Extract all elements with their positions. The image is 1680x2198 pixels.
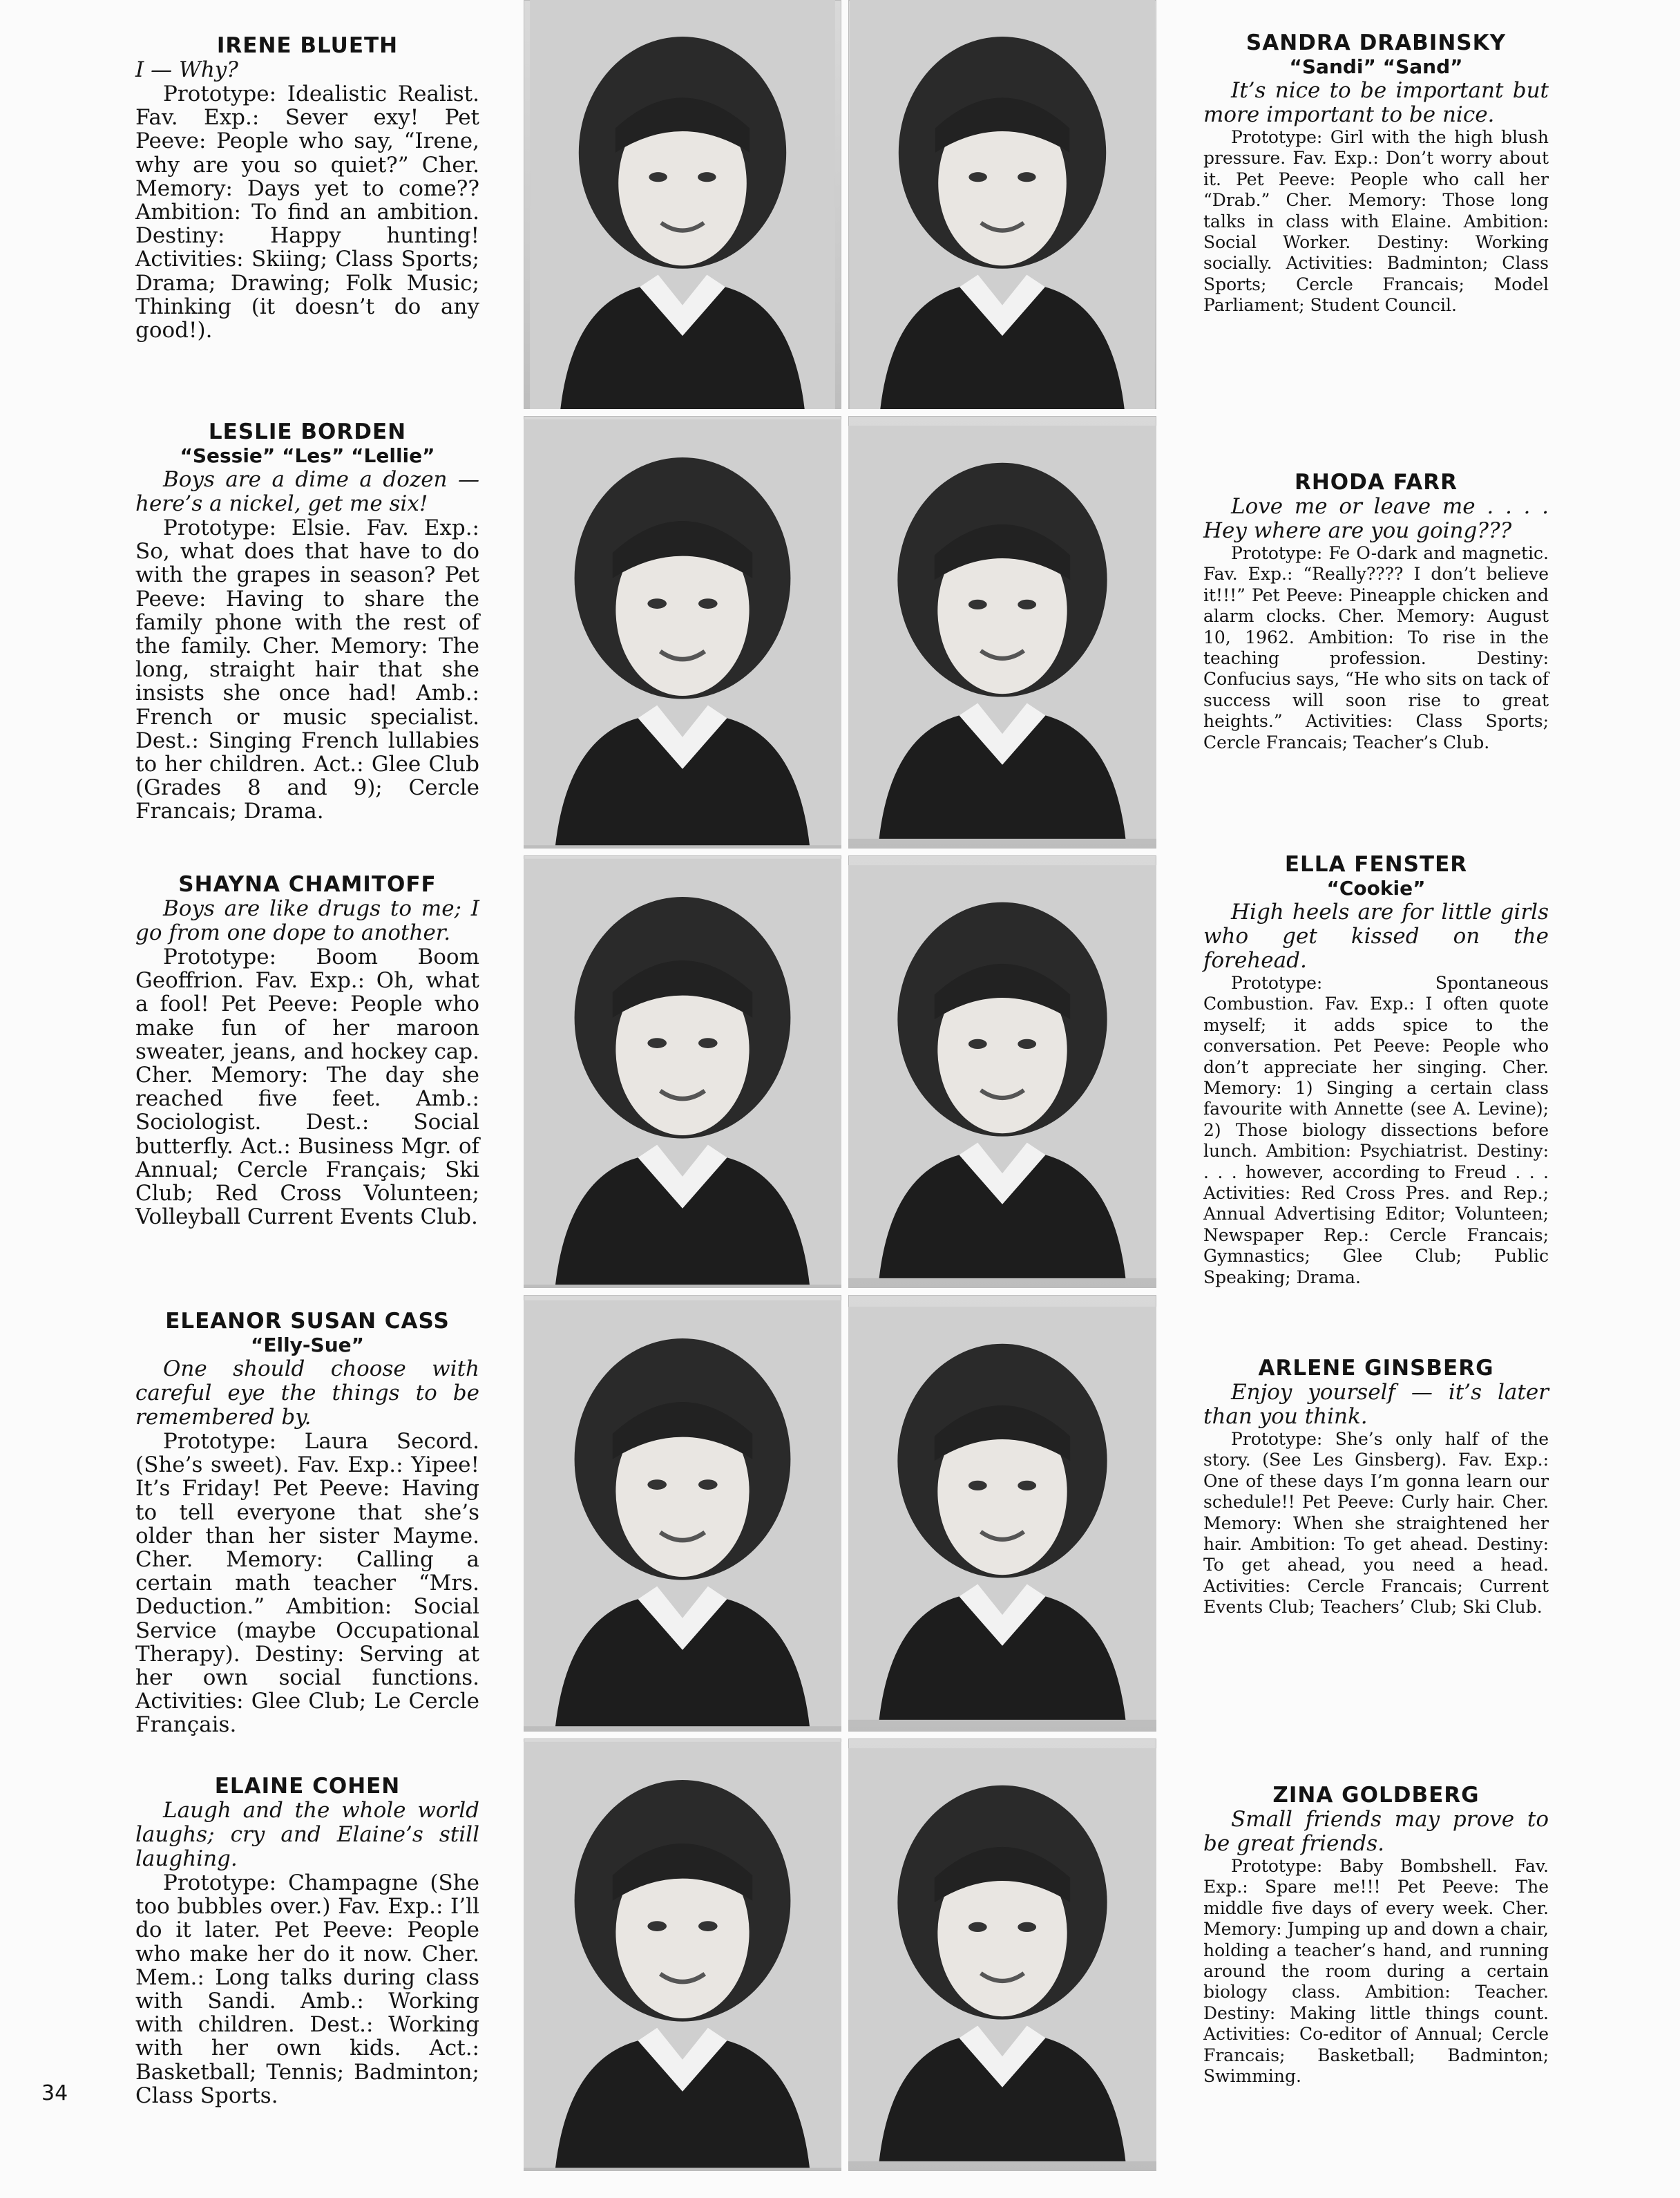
student-name: ELEANOR SUSAN CASS [165, 1309, 450, 1334]
entry-arlene-ginsberg [1203, 1356, 1549, 1618]
student-motto: Boys are a dime a dozen — here’s a nickel, get me six! [135, 467, 479, 516]
portrait-image [848, 1738, 1156, 2171]
student-nickname: “Sessie” “Les” “Lellie” [180, 444, 435, 467]
student-motto: It’s nice to be important but more important to be nice. [1203, 78, 1549, 127]
student-motto: Enjoy yourself — it’s later than you think. [1203, 1380, 1549, 1429]
portrait-image [524, 416, 841, 849]
portrait-image [848, 1295, 1156, 1732]
student-motto: I — Why? [135, 57, 238, 82]
page-number: 34 [41, 2081, 68, 2105]
portrait-image [848, 0, 1156, 409]
student-bio: Prototype: Champagne (She too bubbles over.) Fav. Exp.: I’ll do it later. Pet Peeve: People who make her do it now. Cher. Mem.: Long talks during class with Sandi. Amb.: Working with children. Dest.: Working with her own kids. Act.: Basketball; Tennis; Badminton; Class Sports. [135, 1870, 479, 2108]
student-name: ZINA GOLDBERG [1272, 1783, 1480, 1808]
student-bio: Prototype: Spontaneous Combustion. Fav. Exp.: I often quote myself; it adds spice to the conversation. Pet Peeve: People who don’t appreciate her singing. Cher. Memory: 1) Singing a certain class favourite with Annette (see A. Levine); 2) Those biology dissections before lunch. Ambition: Psychiatrist. Destiny: . . . however, according to Freud . . . Activities: Red Cross Pres. and Rep.; Annual Advertising Editor; Volunteen; Newspaper Rep.: Cercle Francais; Gymnastics; Glee Club; Public Speaking; Drama. [1203, 973, 1549, 1287]
student-nickname: “Cookie” [1326, 877, 1426, 900]
entry-eleanor-susan-cass [135, 1309, 479, 1737]
entry-ella-fenster [1203, 852, 1549, 1288]
portrait-image [524, 1295, 841, 1732]
student-motto: Love me or leave me . . . . Hey where are you going??? [1203, 494, 1549, 543]
student-name: ELLA FENSTER [1284, 852, 1468, 877]
entry-leslie-borden [135, 419, 479, 824]
portrait-image [848, 855, 1156, 1288]
portrait-photo-rhoda-farr [848, 416, 1156, 849]
portrait-photo-irene-blueth [524, 0, 841, 409]
student-motto: High heels are for little girls who get kissed on the forehead. [1203, 900, 1549, 973]
portrait-image [848, 416, 1156, 849]
student-name: SHAYNA CHAMITOFF [178, 872, 437, 897]
student-name: IRENE BLUETH [216, 33, 399, 58]
student-bio: Prototype: She’s only half of the story. (See Les Ginsberg). Fav. Exp.: One of these days I’m gonna learn our schedule!! Pet Peeve: Curly hair. Cher. Memory: When she straightened her hair. Ambition: To get ahead. Destiny: To get ahead, you need a head. Activities: Cercle Francais; Current Events Club; Teachers’ Club; Ski Club. [1203, 1429, 1549, 1618]
student-bio: Prototype: Idealistic Realist. Fav. Exp.: Sever exy! Pet Peeve: People who say, “Irene, why are you so quiet?” Cher. Memory: Days yet to come?? Ambition: To find an ambition. Destiny: Happy hunting! Activities: Skiing; Class Sports; Drama; Drawing; Folk Music; Thinking (it doesn’t do any good!). [135, 82, 479, 343]
student-name: SANDRA DRABINSKY [1245, 30, 1507, 55]
entry-rhoda-farr [1203, 470, 1549, 753]
student-bio: Prototype: Baby Bombshell. Fav. Exp.: Spare me!!! Pet Peeve: The middle five days of every week. Cher. Memory: Jumping up and down a chair, holding a teacher’s hand, and running around the room during a certain biology class. Ambition: Teacher. Destiny: Making little things count. Activities: Co-editor of Annual; Cercle Francais; Basketball; Badminton; Swimming. [1203, 1856, 1549, 2087]
entry-irene-blueth [135, 33, 479, 342]
portrait-photo-elaine-cohen [524, 1738, 841, 2171]
student-nickname: “Sandi” “Sand” [1289, 55, 1463, 78]
entry-shayna-chamitoff [135, 872, 479, 1229]
entry-elaine-cohen [135, 1774, 479, 2107]
student-nickname: “Elly-Sue” [250, 1334, 365, 1356]
student-bio: Prototype: Fe O-dark and magnetic. Fav. Exp.: “Really???? I don’t believe it!!!” Pet Peeve: Pineapple chicken and alarm clocks. Cher. Memory: August 10, 1962. Ambition: To rise in the teaching profession. Destiny: Confucius says, “He who sits on tack of success will soon rise to great heights.” Activities: Class Sports; Cercle Francais; Teacher’s Club. [1203, 543, 1549, 752]
student-bio: Prototype: Girl with the high blush pressure. Fav. Exp.: Don’t worry about it. Pet Peeve: People who call her “Drab.” Cher. Memory: Those long talks in class with Elaine. Ambition: Social Worker. Destiny: Working socially. Activities: Badminton; Class Sports; Cercle Francais; Model Parliament; Student Council. [1203, 127, 1549, 316]
portrait-photo-shayna-chamitoff [524, 855, 841, 1288]
student-name: RHODA FARR [1294, 470, 1458, 495]
portrait-photo-leslie-borden [524, 416, 841, 849]
portrait-image [524, 855, 841, 1288]
student-name: ELAINE COHEN [214, 1774, 401, 1799]
student-bio: Prototype: Elsie. Fav. Exp.: So, what does that have to do with the grapes in season? Pet Peeve: Having to share the family phone with the rest of the family. Cher. Memory: The long, straight hair that she insists she once had! Amb.: French or music specialist. Dest.: Singing French lullabies to her children. Act.: Glee Club (Grades 8 and 9); Cercle Francais; Drama. [135, 515, 479, 824]
portrait-photo-arlene-ginsberg [848, 1295, 1156, 1732]
student-motto: Laugh and the whole world laughs; cry and Elaine’s still laughing. [135, 1798, 479, 1871]
portrait-photo-zina-goldberg [848, 1738, 1156, 2171]
student-bio: Prototype: Laura Secord. (She’s sweet). Fav. Exp.: Yipee! It’s Friday! Pet Peeve: Having to tell everyone that she’s older than her sister Mayme. Cher. Memory: Calling a certain math teacher “Mrs. Deduction.” Ambition: Social Service (maybe Occupational Therapy). Destiny: Serving at her own social functions. Activities: Glee Club; Le Cercle Français. [135, 1429, 479, 1738]
student-motto: Boys are like drugs to me; I go from one dope to another. [135, 896, 479, 945]
student-name: ARLENE GINSBERG [1258, 1356, 1494, 1381]
portrait-photo-eleanor-susan-cass [524, 1295, 841, 1732]
portrait-photo-sandra-drabinsky [848, 0, 1156, 409]
student-motto: One should choose with careful eye the things to be remembered by. [135, 1356, 479, 1430]
entry-zina-goldberg [1203, 1783, 1549, 2087]
portrait-image [524, 1738, 841, 2171]
student-name: LESLIE BORDEN [208, 419, 407, 444]
student-motto: Small friends may prove to be great friends. [1203, 1807, 1549, 1856]
portrait-photo-ella-fenster [848, 855, 1156, 1288]
portrait-image [524, 0, 841, 409]
entry-sandra-drabinsky [1203, 30, 1549, 316]
student-bio: Prototype: Boom Boom Geoffrion. Fav. Exp.: Oh, what a fool! Pet Peeve: People who make fun of her maroon sweater, jeans, and hockey cap. Cher. Memory: The day she reached five feet. Amb.: Sociologist. Dest.: Social butterfly. Act.: Business Mgr. of Annual; Cercle Français; Ski Club; Red Cross Volunteen; Volleyball Current Events Club. [135, 945, 479, 1230]
